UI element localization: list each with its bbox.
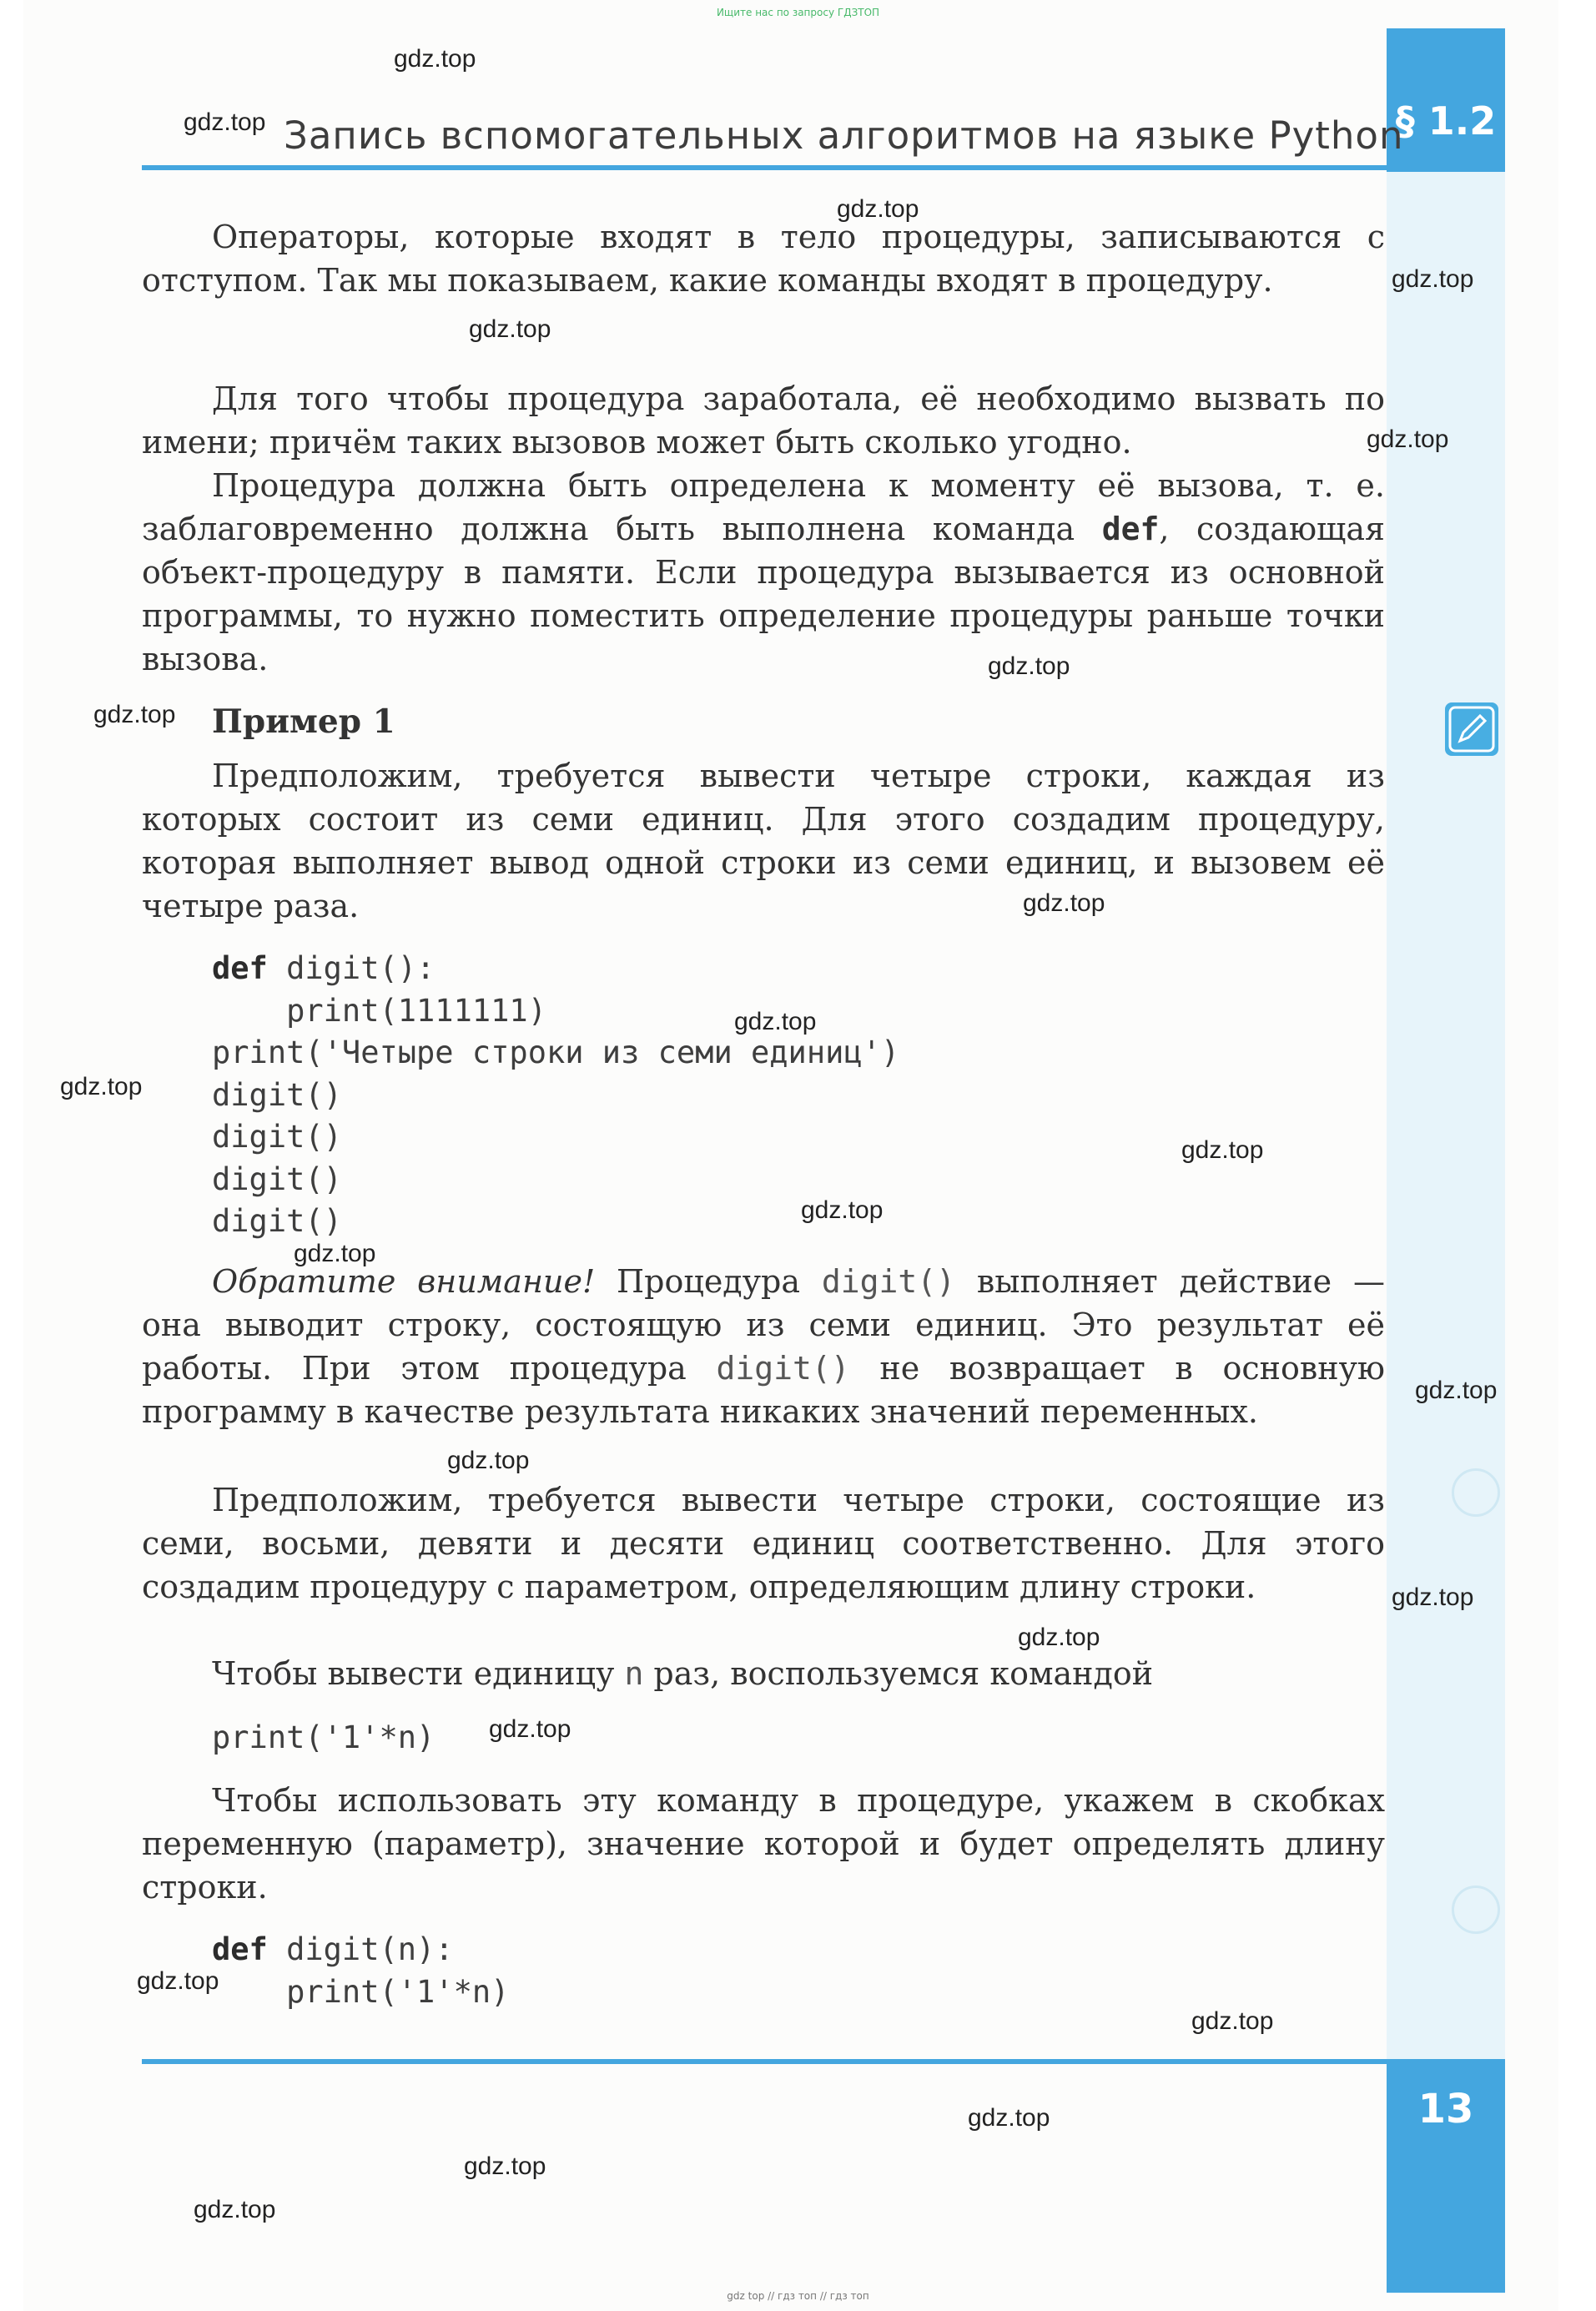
margin-tab: [1387, 28, 1505, 2293]
watermark: gdz.top: [1367, 425, 1449, 453]
watermark: gdz.top: [1018, 1624, 1100, 1651]
paragraph-procedure-definition: Процедура должна быть определена к моменту её вызова, т. е. заблаговременно должна быть выполнена команда def, создающая объект-процедуру в памяти. Если процедура вызывается из основной программы, то нужно поместить определение процедуры раньше точки вызова.: [142, 467, 1385, 677]
page-header-title: Запись вспомогательных алгоритмов на языке Python: [284, 113, 1404, 158]
paragraph-print-n-times: Чтобы вывести единицу n раз, воспользуемся командой: [212, 1655, 1154, 1692]
margin-circle-icon: [1452, 1886, 1500, 1934]
paragraph-attention: Обратите внимание! Процедура digit() выполняет действие — она выводит строку, состоящую из семи единиц. Это результат её работы. При этом процедура digit() не возвращает в основную программу в качестве результата никаких значений переменных.: [142, 1263, 1386, 1430]
watermark: gdz.top: [447, 1447, 530, 1474]
margin-circle-icon: [1452, 1468, 1500, 1517]
watermark: gdz.top: [1392, 1583, 1474, 1611]
paragraph-example-task: Предположим, требуется вывести четыре строки, каждая из которых состоит из семи единиц. Для этого создадим процедуру, которая выполняет вывод одной строки из семи единиц, и вызовем её четыре раза.: [142, 758, 1385, 924]
watermark: gdz.top: [1191, 2007, 1274, 2035]
paragraph-parameter-usage: Чтобы использовать эту команду в процедуре, укажем в скобках переменную (параметр), значение которой и будет определять длину строки.: [142, 1782, 1385, 1906]
paragraph-procedure-call: Для того чтобы процедура заработала, её необходимо вызвать по имени; причём таких вызовов может быть сколько угодно.: [142, 380, 1385, 461]
page-number: 13: [1417, 2086, 1474, 2132]
code-line-print: print('1'*n): [212, 1719, 436, 1755]
watermark: gdz.top: [734, 1008, 817, 1035]
watermark: gdz.top: [184, 108, 266, 136]
section-number: § 1.2: [1395, 98, 1497, 143]
watermark: gdz.top: [294, 1240, 376, 1267]
watermark: gdz.top: [489, 1715, 571, 1743]
watermark: gdz.top: [1415, 1377, 1498, 1404]
watermark: gdz.top: [137, 1967, 219, 1995]
pencil-icon: [1445, 702, 1498, 756]
header-rule: [142, 165, 1387, 170]
watermark: gdz.top: [1023, 889, 1105, 917]
watermark: gdz.top: [801, 1196, 884, 1224]
bottom-note: gdz top // гдз топ // гдз топ: [727, 2290, 869, 2302]
watermark: gdz.top: [394, 45, 476, 73]
top-note: Ищите нас по запросу ГДЗТОП: [716, 7, 880, 18]
code-block-parameter: def digit(n): print('1'*n): [212, 1931, 510, 2010]
watermark: gdz.top: [968, 2104, 1050, 2132]
watermark: gdz.top: [464, 2152, 546, 2180]
paragraph-procedure-body: Операторы, которые входят в тело процедуры, записываются с отступом. Так мы показываем, какие команды входят в процедуру.: [142, 219, 1385, 299]
watermark: gdz.top: [194, 2196, 276, 2223]
watermark: gdz.top: [988, 652, 1070, 680]
watermark: gdz.top: [60, 1073, 143, 1100]
example-heading: Пример 1: [212, 702, 395, 741]
paragraph-parameter-task: Предположим, требуется вывести четыре строки, состоящие из семи, восьми, девяти и десяти единиц соответственно. Для этого создадим процедуру с параметром, определяющим длину строки.: [142, 1482, 1385, 1605]
footer-rule: [142, 2059, 1387, 2064]
watermark: gdz.top: [1181, 1136, 1264, 1164]
watermark: gdz.top: [1392, 265, 1474, 293]
code-block-example: def digit(): print(1111111) print('Четыре строки из семи единиц') digit() digit() digit() digit(): [212, 950, 900, 1239]
watermark: gdz.top: [93, 701, 176, 728]
watermark: gdz.top: [469, 315, 551, 343]
watermark: gdz.top: [837, 195, 919, 223]
